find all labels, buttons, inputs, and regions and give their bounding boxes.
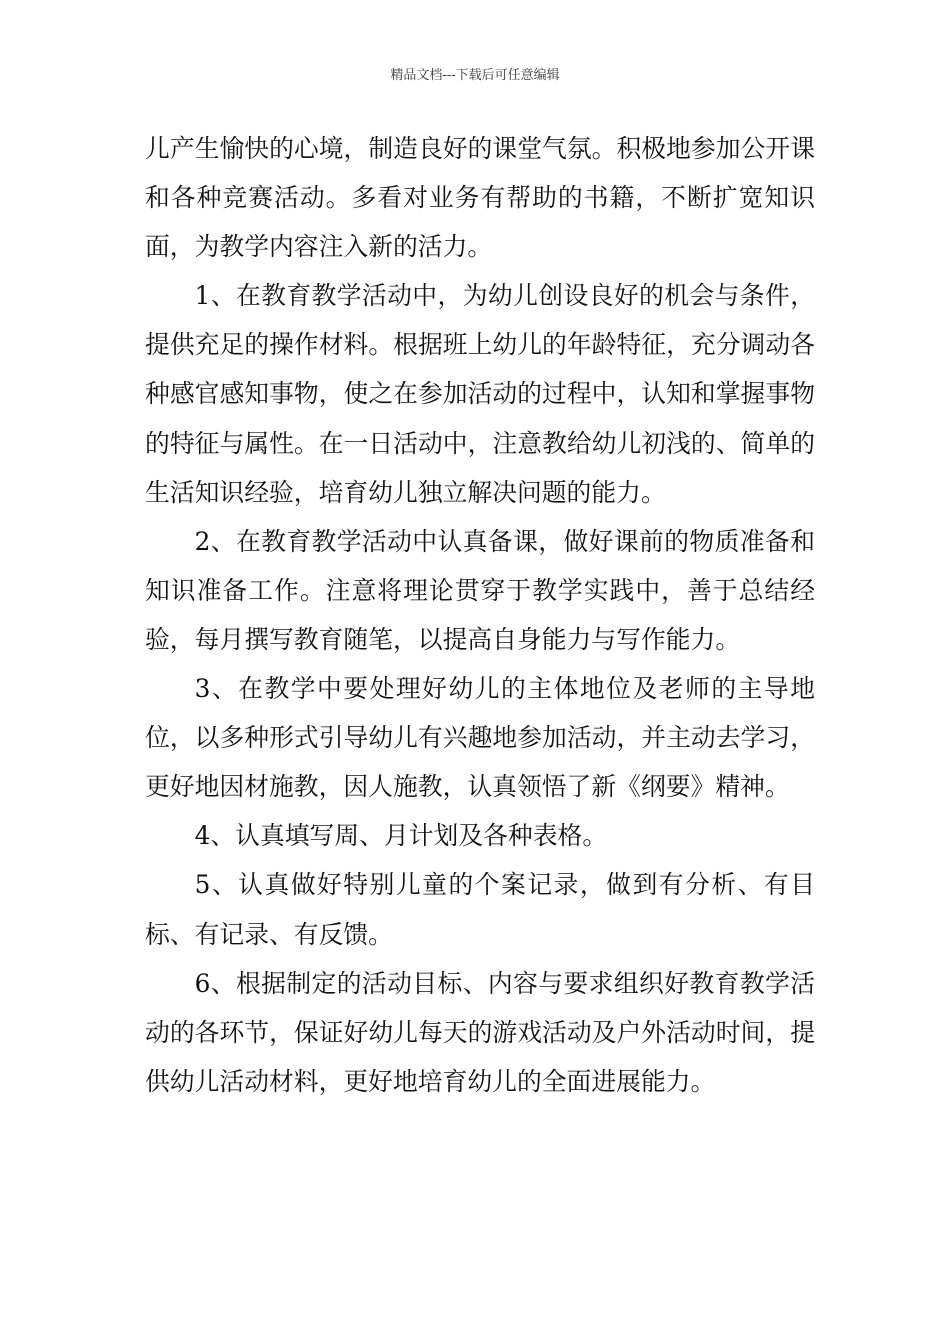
paragraph-item-3: 3、在教学中要处理好幼儿的主体地位及老师的主导地位，以多种形式引导幼儿有兴趣地参加活动，并主动去学习，更好地因材施教，因人施教，认真领悟了新《纲要》精神。	[145, 674, 815, 802]
paragraph-item-5: 5、认真做好特别儿童的个案记录，做到有分析、有目标、有记录、有反馈。	[145, 870, 815, 949]
paragraph-continuation: 儿产生愉快的心境，制造良好的课堂气氛。积极地参加公开课和各种竞赛活动。多看对业务有帮助的书籍，不断扩宽知识面，为教学内容注入新的活力。	[145, 134, 815, 262]
paragraph-item-4: 4、认真填写周、月计划及各种表格。	[194, 821, 608, 851]
paragraph-item-6: 6、根据制定的活动目标、内容与要求组织好教育教学活动的各环节，保证好幼儿每天的游戏活动及户外活动时间，提供幼儿活动材料，更好地培育幼儿的全面进展能力。	[145, 968, 815, 1096]
document-body	[145, 124, 815, 1106]
page-header: 精品文档---下载后可任意编辑	[390, 68, 560, 83]
paragraph-item-1: 1、在教育教学活动中，为幼儿创设良好的机会与条件，提供充足的操作材料。根据班上幼儿的年龄特征，充分调动各种感官感知事物，使之在参加活动的过程中，认知和掌握事物的特征与属性。在一日活动中，注意教给幼儿初浅的、简单的生活知识经验，培育幼儿独立解决问题的能力。	[145, 281, 815, 507]
paragraph-item-2: 2、在教育教学活动中认真备课，做好课前的物质准备和知识准备工作。注意将理论贯穿于教学实践中，善于总结经验，每月撰写教育随笔，以提高自身能力与写作能力。	[145, 526, 815, 654]
